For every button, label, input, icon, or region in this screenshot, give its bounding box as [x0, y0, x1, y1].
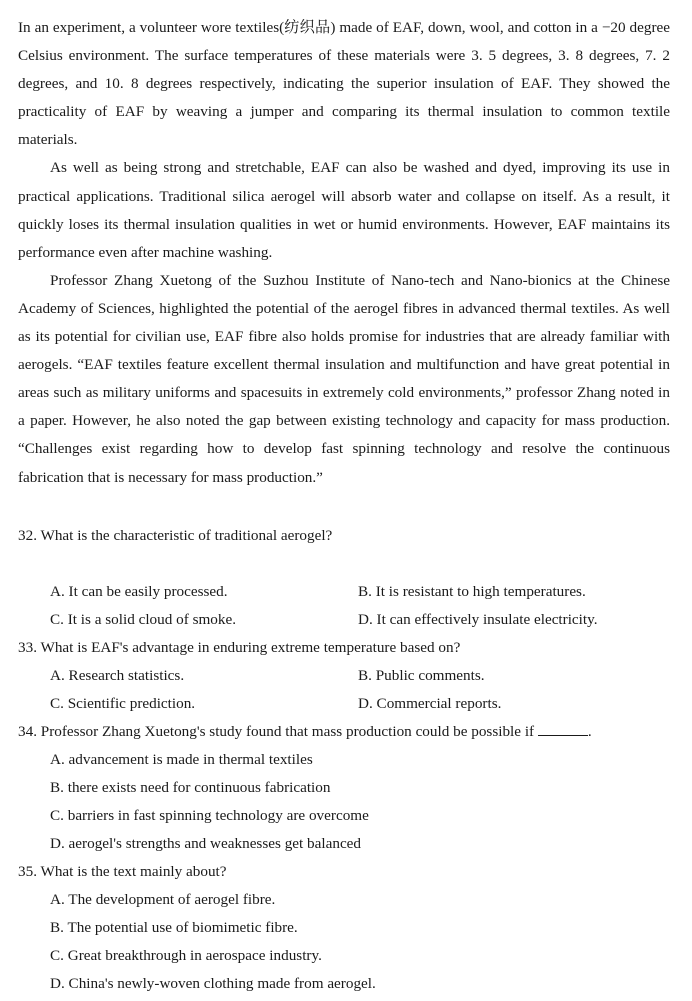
question-32-option-a: A. It can be easily processed.: [50, 583, 228, 600]
question-33-option-c: C. Scientific prediction.: [50, 695, 196, 712]
question-33-option-b: B. Public comments.: [358, 667, 485, 684]
reading-passage: [18, 14, 670, 492]
passage-paragraph-3: Professor Zhang Xuetong of the Suzhou Institute of Nano-tech and Nano-bionics at the Chinese Academy of Sciences, highlighted the potential of the aerogel fibres in advanced thermal textiles. As well as its potential for civilian use, EAF fibre also holds promise for industries that are already familiar with aerogels. “EAF textiles feature excellent thermal insulation and multifunction and have great potential in areas such as military uniforms and spacesuits in extremely cold environments,” professor Zhang noted in a paper. However, he also noted the gap between existing technology and capacity for mass production. “Challenges exist regarding how to develop fast spinning technology and resolve the continuous fabrication that is necessary for mass production.”: [18, 271, 670, 486]
question-34-option-b: B. there exists need for continuous fabrication: [50, 779, 331, 796]
question-33-stem: 33. What is EAF's advantage in enduring extreme temperature based on?: [18, 639, 461, 656]
question-34-stem-end: .: [587, 723, 592, 740]
question-35-option-a: A. The development of aerogel fibre.: [50, 891, 276, 908]
question-34-stem-text: 34. Professor Zhang Xuetong's study found that mass production could be possible if: [18, 723, 535, 740]
question-35-stem: 35. What is the text mainly about?: [18, 863, 227, 880]
question-34-stem: [18, 718, 678, 746]
question-32-option-d: D. It can effectively insulate electricity.: [358, 611, 598, 628]
question-34-option-c: C. barriers in fast spinning technology are overcome: [50, 807, 369, 824]
question-33-option-a: A. Research statistics.: [50, 667, 185, 684]
question-35-option-d: D. China's newly-woven clothing made from aerogel.: [50, 975, 376, 992]
question-35-option-b: B. The potential use of biomimetic fibre.: [50, 919, 298, 936]
question-34-option-d: D. aerogel's strengths and weaknesses get balanced: [50, 835, 362, 852]
answer-blank: [538, 721, 588, 736]
question-32-stem: 32. What is the characteristic of traditional aerogel?: [18, 527, 333, 544]
passage-paragraph-1: In an experiment, a volunteer wore textiles(纺织品) made of EAF, down, wool, and cotton in a −20 degree Celsius environment. The surface temperatures of these materials were 3. 5 degrees, 3. 8 degrees, 7. 2 degrees, and 10. 8 degrees respectively, indicating the superior insulation of EAF. They showed the practicality of EAF by weaving a jumper and comparing its thermal insulation to common textile materials.: [18, 19, 670, 149]
question-32-option-c: C. It is a solid cloud of smoke.: [50, 611, 237, 628]
question-35-option-c: C. Great breakthrough in aerospace industry.: [50, 947, 322, 964]
question-34-option-a: A. advancement is made in thermal textiles: [50, 751, 313, 768]
passage-paragraph-2: As well as being strong and stretchable, EAF can also be washed and dyed, improving its use in practical applications. Traditional silica aerogel will absorb water and collapse on itself. As a result, it quickly loses its thermal insulation qualities in wet or humid environments. However, EAF maintains its performance even after machine washing.: [18, 159, 670, 261]
question-32-option-b: B. It is resistant to high temperatures.: [358, 583, 586, 600]
question-33-option-d: D. Commercial reports.: [358, 695, 502, 712]
